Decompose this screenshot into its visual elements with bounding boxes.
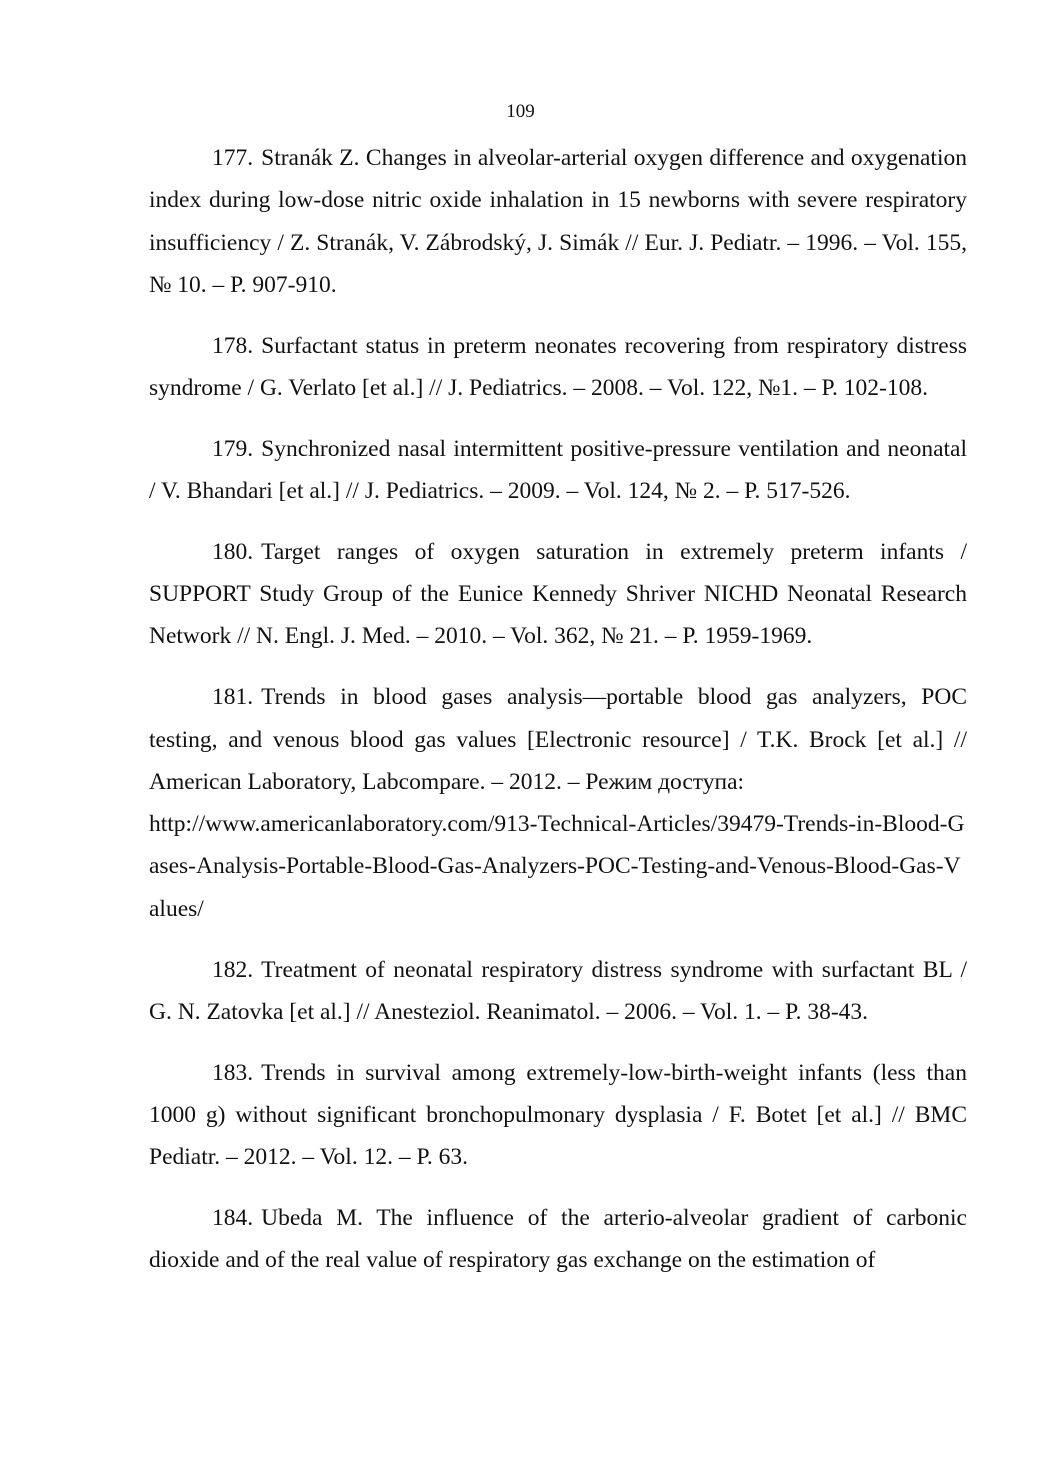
reference-number: 183.	[212, 1059, 254, 1086]
reference-number: 181.	[212, 684, 254, 711]
reference-text: Trends in blood gases analysis—portable blood gas analyzers, POC testing, and venous blood gas values [Electronic resource] / T.K. Brock [et al.] // American Laboratory, Labcompare. – 2012. – Режим доступа:	[149, 684, 967, 795]
reference-item	[149, 1052, 967, 1179]
reference-number: 184.	[212, 1205, 254, 1232]
reference-text: Trends in survival among extremely-low-birth-weight infants (less than 1000 g) without significant bronchopulmonary dysplasia / F. Botet [et al.] // BMC Pediatr. – 2012. – Vol. 12. – P. 63.	[149, 1059, 967, 1171]
reference-item	[149, 1197, 967, 1282]
reference-item	[149, 676, 967, 930]
reference-url[interactable]: http://www.americanlaboratory.com/913-Technical-Articles/39479-Trends-in-Blood-Gases-Analysis-Portable-Blood-Gas-Analyzers-POC-Testing-and-Venous-Blood-Gas-Values/	[149, 811, 965, 922]
reference-number: 182.	[212, 956, 254, 983]
reference-number: 177.	[212, 145, 254, 171]
reference-item	[149, 531, 967, 658]
reference-number: 180.	[212, 538, 254, 565]
reference-item	[149, 949, 967, 1034]
reference-list	[149, 137, 967, 1300]
reference-number: 178.	[212, 332, 254, 359]
reference-item	[149, 325, 967, 410]
reference-number: 179.	[212, 435, 254, 462]
reference-text: Ubeda M. The influence of the arterio-alveolar gradient of carbonic dioxide and of the real value of respiratory gas exchange on the estimation of	[149, 1205, 967, 1274]
reference-text: Surfactant status in preterm neonates recovering from respiratory distress syndrome / G. Verlato [et al.] // J. Pediatrics. – 2008. – Vol. 122, №1. – P. 102-108.	[149, 332, 967, 401]
reference-text: Treatment of neonatal respiratory distress syndrome with surfactant BL / G. N. Zatovka [et al.] // Anesteziol. Reanimatol. – 2006. – Vol. 1. – P. 38-43.	[149, 956, 967, 1025]
reference-text: Target ranges of oxygen saturation in extremely preterm infants / SUPPORT Study Group of the Eunice Kennedy Shriver NICHD Neonatal Research Network // N. Engl. J. Med. – 2010. – Vol. 362, № 21. – P. 1959-1969.	[149, 538, 967, 650]
page-number: 109	[506, 101, 535, 122]
reference-text: Stranák Z. Changes in alveolar-arterial oxygen difference and oxygenation index during low-dose nitric oxide inhalation in 15 newborns with severe respiratory insufficiency / Z. Stranák, V. Zábrodský, J. Simák // Eur. J. Pediatr. – 1996. – Vol. 155, № 10. – P. 907-910.	[149, 145, 967, 298]
reference-text: Synchronized nasal intermittent positive-pressure ventilation and neonatal / V. Bhandari [et al.] // J. Pediatrics. – 2009. – Vol. 124, № 2. – P. 517-526.	[149, 435, 967, 505]
reference-item	[149, 137, 967, 306]
reference-item	[149, 428, 967, 513]
